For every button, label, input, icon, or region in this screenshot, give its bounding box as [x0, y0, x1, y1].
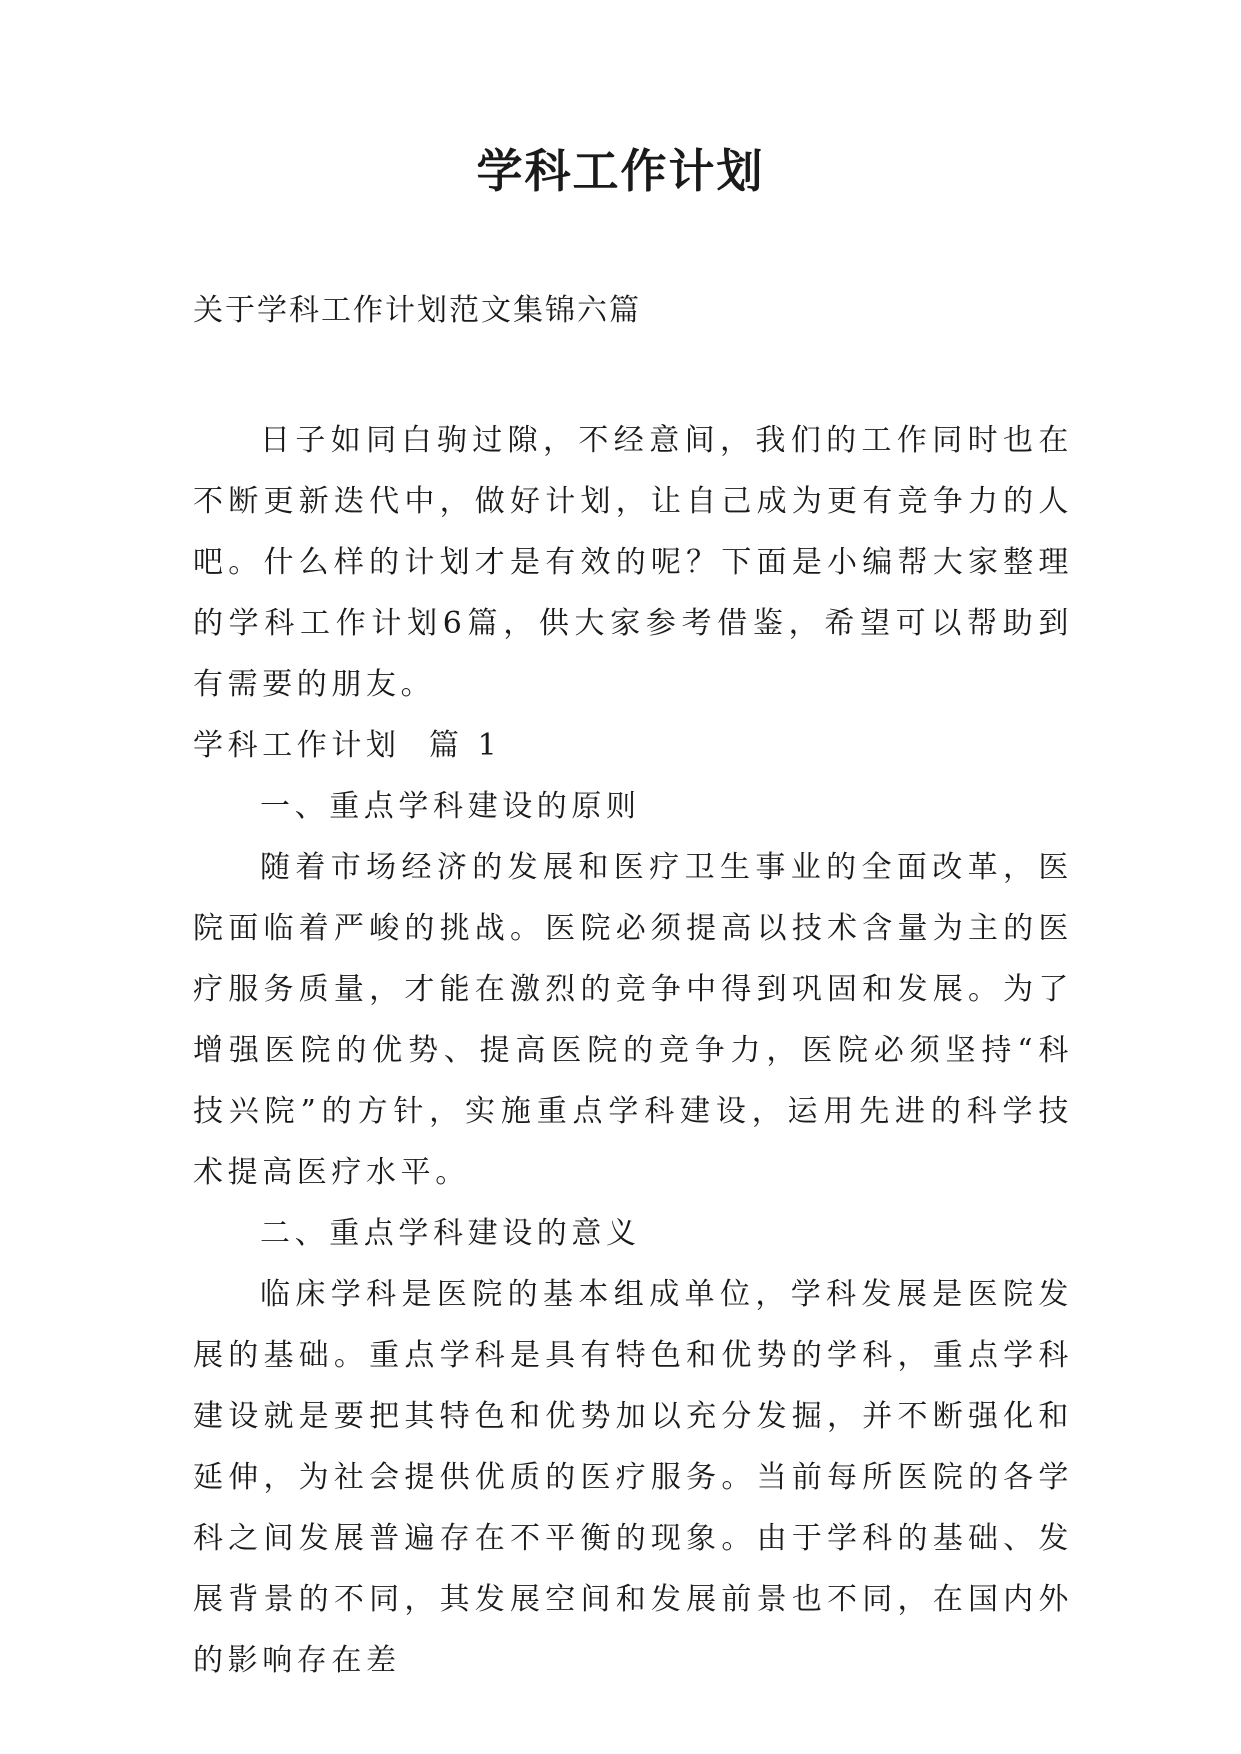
document-subtitle: 关于学科工作计划范文集锦六篇 — [193, 293, 641, 328]
intro-paragraph: 日子如同白驹过隙，不经意间，我们的工作同时也在不断更新迭代中，做好计划，让自己成为更有竞争力的人吧。什么样的计划才是有效的呢？下面是小编帮大家整理的学科工作计划6篇，供大家参考借鉴，希望可以帮助到有需要的朋友。 — [193, 423, 1073, 702]
section-heading-2: 二、重点学科建设的意义 — [260, 1216, 641, 1251]
body-paragraph-2: 临床学科是医院的基本组成单位，学科发展是医院发展的基础。重点学科是具有特色和优势的学科，重点学科建设就是要把其特色和优势加以充分发掘，并不断强化和延伸，为社会提供优质的医疗服务。当前每所医院的各学科之间发展普遍存在不平衡的现象。由于学科的基础、发展背景的不同，其发展空间和发展前景也不同，在国内外的影响存在差 — [193, 1277, 1073, 1678]
body-paragraph-1: 随着市场经济的发展和医疗卫生事业的全面改革，医院面临着严峻的挑战。医院必须提高以技术含量为主的医疗服务质量，才能在激烈的竞争中得到巩固和发展。为了增强医院的优势、提高医院的竞争力，医院必须坚持“科技兴院”的方针，实施重点学科建设，运用先进的科学技术提高医疗水平。 — [193, 850, 1073, 1190]
document-title: 学科工作计划 — [476, 144, 765, 198]
document-body — [193, 410, 1073, 1691]
section-heading-1: 一、重点学科建设的原则 — [260, 789, 641, 824]
section-title: 学科工作计划 篇 1 — [193, 728, 502, 763]
